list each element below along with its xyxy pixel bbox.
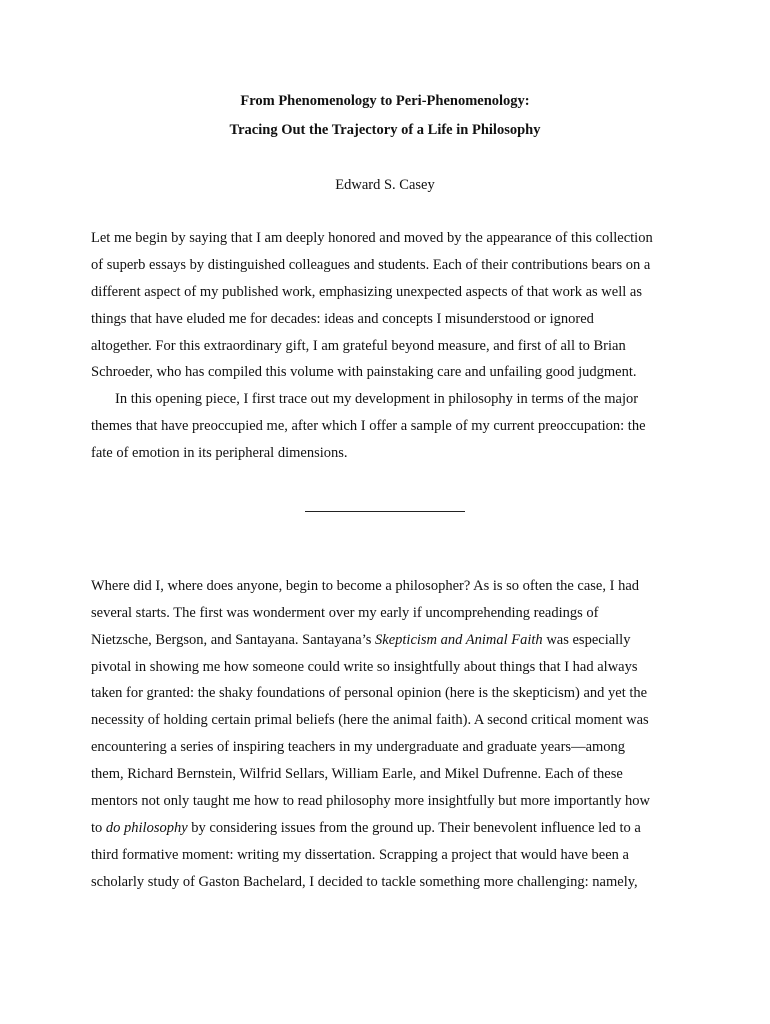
text-line: scholarly study of Gaston Bachelard, I decided to tackle something more challenging: namely, bbox=[91, 874, 638, 890]
text-line: In this opening piece, I first trace out my development in philosophy in terms of the major bbox=[115, 391, 639, 407]
text-line: themes that have preoccupied me, after which I offer a sample of my current preoccupation: the bbox=[91, 418, 646, 434]
text-line: Schroeder, who has compiled this volume with painstaking care and unfailing good judgment. bbox=[91, 364, 637, 380]
text-line: altogether. For this extraordinary gift, I am grateful beyond measure, and first of all to Brian bbox=[91, 338, 626, 354]
text-run: to bbox=[91, 820, 103, 836]
text-line: pivotal in showing me how someone could write so insightfully about things that I had always bbox=[91, 659, 638, 675]
author-name: Edward S. Casey bbox=[335, 177, 435, 193]
text-line: encountering a series of inspiring teachers in my undergraduate and graduate years—among bbox=[91, 739, 626, 755]
text-run: Nietzsche, Bergson, and Santayana. Santayana’s bbox=[91, 632, 372, 648]
italic-phrase: do philosophy bbox=[105, 820, 188, 836]
text-line bbox=[91, 819, 641, 837]
text-line: different aspect of my published work, emphasizing unexpected aspects of that work as well as bbox=[91, 284, 642, 300]
text-run: by considering issues from the ground up. Their benevolent influence led to a bbox=[191, 820, 641, 836]
text-line: them, Richard Bernstein, Wilfrid Sellars, William Earle, and Mikel Dufrenne. Each of these bbox=[91, 766, 623, 782]
text-line: third formative moment: writing my dissertation. Scrapping a project that would have been a bbox=[91, 847, 629, 863]
text-line: several starts. The first was wonderment over my early if uncomprehending readings of bbox=[91, 605, 599, 621]
italic-title: Skepticism and Animal Faith bbox=[375, 632, 543, 648]
title-line-1: From Phenomenology to Peri-Phenomenology: bbox=[240, 93, 530, 109]
title-line-2: Tracing Out the Trajectory of a Life in Philosophy bbox=[229, 122, 541, 138]
text-line: mentors not only taught me how to read philosophy more insightfully but more importantly how bbox=[91, 793, 650, 809]
text-line: fate of emotion in its peripheral dimensions. bbox=[91, 445, 348, 461]
text-line: things that have eluded me for decades: ideas and concepts I misunderstood or ignored bbox=[91, 311, 594, 327]
text-line: taken for granted: the shaky foundations of personal opinion (here is the skepticism) and yet the bbox=[91, 685, 648, 701]
text-line: Where did I, where does anyone, begin to become a philosopher? As is so often the case, I had bbox=[91, 578, 640, 594]
text-line: Let me begin by saying that I am deeply honored and moved by the appearance of this collection bbox=[91, 230, 653, 246]
text-line: of superb essays by distinguished colleagues and students. Each of their contributions bears on a bbox=[91, 257, 651, 273]
text-run: was especially bbox=[546, 632, 631, 648]
text-line bbox=[91, 631, 630, 649]
section-divider bbox=[305, 511, 465, 512]
text-line: necessity of holding certain primal beliefs (here the animal faith). A second critical moment was bbox=[91, 712, 649, 728]
